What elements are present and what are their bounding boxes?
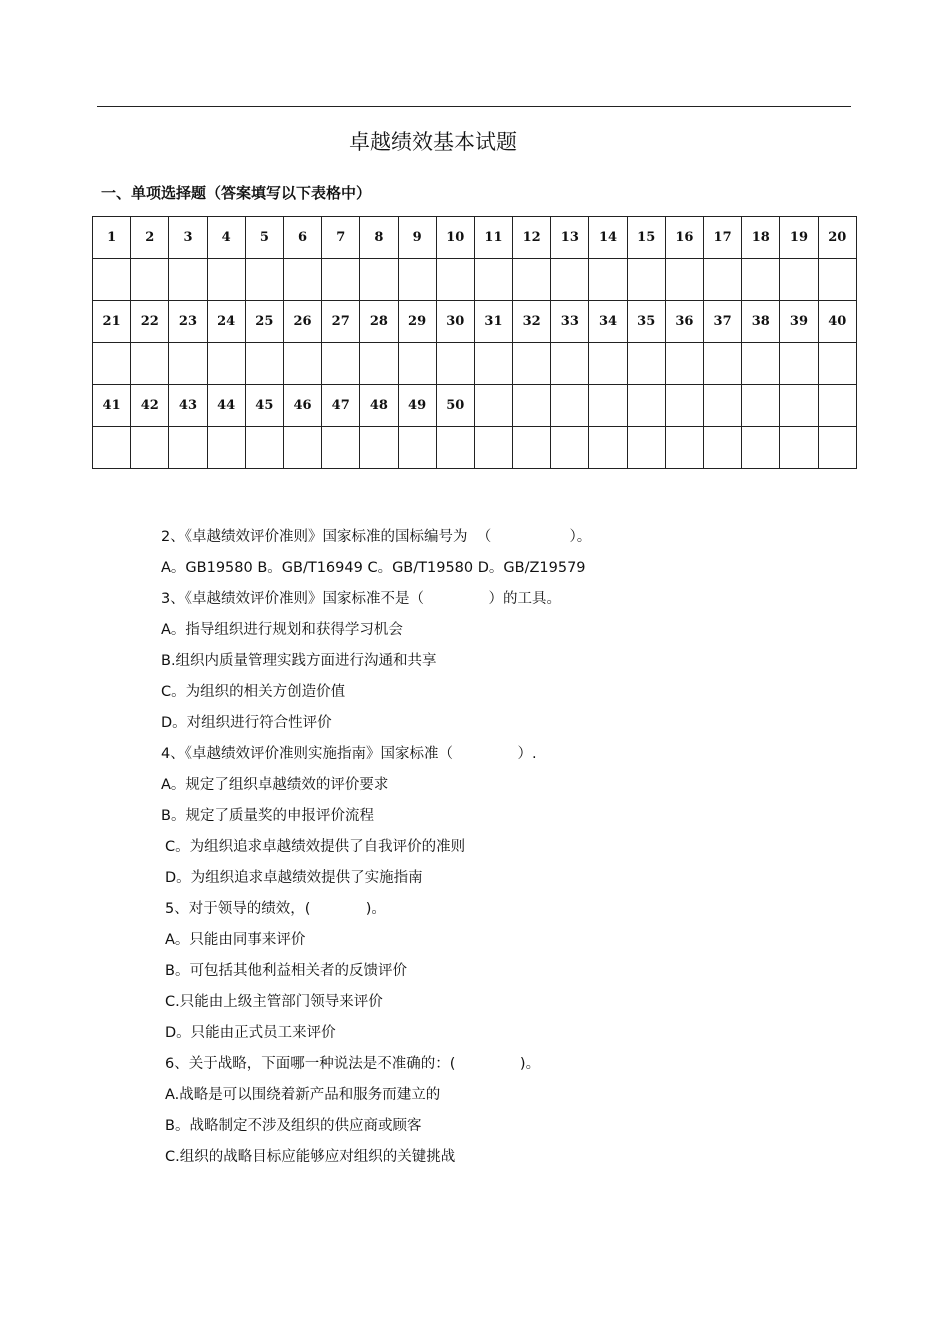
answer-cell[interactable]	[742, 427, 780, 469]
question-line: C.只能由上级主管部门领导来评价	[165, 994, 383, 1010]
question-number-cell: 29	[398, 301, 436, 343]
question-line: C。为组织的相关方创造价值	[161, 684, 346, 700]
question-number-cell	[665, 385, 703, 427]
question-number-cell: 21	[93, 301, 131, 343]
answer-cell[interactable]	[665, 427, 703, 469]
question-line: C。为组织追求卓越绩效提供了自我评价的准则	[165, 839, 466, 855]
answer-cell[interactable]	[474, 427, 512, 469]
answer-cell[interactable]	[474, 259, 512, 301]
question-number-cell: 31	[474, 301, 512, 343]
question-number-cell: 24	[207, 301, 245, 343]
question-number-cell: 2	[131, 217, 169, 259]
question-number-cell	[551, 385, 589, 427]
answer-cell[interactable]	[780, 343, 818, 385]
answer-cell[interactable]	[322, 343, 360, 385]
number-row	[93, 385, 857, 427]
answer-cell[interactable]	[207, 427, 245, 469]
answer-cell[interactable]	[169, 343, 207, 385]
question-line: 6、关于战略，下面哪一种说法是不准确的：( )。	[165, 1056, 541, 1072]
question-number-cell: 17	[704, 217, 742, 259]
answer-cell[interactable]	[283, 427, 321, 469]
answer-cell[interactable]	[551, 427, 589, 469]
question-number-cell	[513, 385, 551, 427]
answer-cell[interactable]	[360, 259, 398, 301]
question-line: D。只能由正式员工来评价	[165, 1025, 336, 1041]
answer-grid	[92, 216, 857, 469]
question-number-cell: 19	[780, 217, 818, 259]
question-number-cell: 48	[360, 385, 398, 427]
question-line: A。规定了组织卓越绩效的评价要求	[161, 777, 389, 793]
question-line: D。对组织进行符合性评价	[161, 715, 332, 731]
answer-cell[interactable]	[513, 259, 551, 301]
answer-cell[interactable]	[169, 427, 207, 469]
question-number-cell: 49	[398, 385, 436, 427]
answer-cell[interactable]	[322, 427, 360, 469]
question-line: 3、《卓越绩效评价准则》国家标准不是（ ）的工具。	[161, 591, 562, 607]
number-row	[93, 217, 857, 259]
question-line: A。GB19580 B。GB/T16949 C。GB/T19580 D。GB/Z19579	[161, 560, 586, 576]
question-number-cell	[818, 385, 856, 427]
question-number-cell	[474, 385, 512, 427]
answer-cell[interactable]	[742, 259, 780, 301]
answer-cell[interactable]	[665, 259, 703, 301]
question-number-cell: 43	[169, 385, 207, 427]
question-line: D。为组织追求卓越绩效提供了实施指南	[165, 870, 423, 886]
question-number-cell: 3	[169, 217, 207, 259]
question-number-cell: 41	[93, 385, 131, 427]
question-line: 5、对于领导的绩效，( )。	[165, 901, 386, 917]
answer-cell[interactable]	[589, 259, 627, 301]
question-line: C.组织的战略目标应能够应对组织的关键挑战	[165, 1149, 456, 1165]
answer-cell[interactable]	[398, 259, 436, 301]
answer-cell[interactable]	[93, 427, 131, 469]
answer-cell[interactable]	[780, 427, 818, 469]
answer-row	[93, 343, 857, 385]
question-number-cell: 40	[818, 301, 856, 343]
question-line: A.战略是可以围绕着新产品和服务而建立的	[165, 1087, 441, 1103]
question-number-cell	[627, 385, 665, 427]
answer-cell[interactable]	[513, 427, 551, 469]
question-line: B。可包括其他利益相关者的反馈评价	[165, 963, 407, 979]
question-number-cell: 28	[360, 301, 398, 343]
question-number-cell: 32	[513, 301, 551, 343]
question-number-cell: 9	[398, 217, 436, 259]
header-rule	[97, 106, 851, 107]
question-number-cell: 23	[169, 301, 207, 343]
answer-cell[interactable]	[780, 259, 818, 301]
answer-cell[interactable]	[398, 343, 436, 385]
answer-cell[interactable]	[704, 343, 742, 385]
question-number-cell: 30	[436, 301, 474, 343]
question-number-cell: 34	[589, 301, 627, 343]
answer-cell[interactable]	[436, 427, 474, 469]
question-number-cell: 12	[513, 217, 551, 259]
question-number-cell: 20	[818, 217, 856, 259]
question-number-cell: 47	[322, 385, 360, 427]
answer-cell[interactable]	[704, 427, 742, 469]
question-number-cell: 25	[245, 301, 283, 343]
answer-cell[interactable]	[398, 427, 436, 469]
answer-cell[interactable]	[436, 343, 474, 385]
question-number-cell: 11	[474, 217, 512, 259]
answer-cell[interactable]	[360, 343, 398, 385]
question-number-cell: 5	[245, 217, 283, 259]
question-number-cell: 10	[436, 217, 474, 259]
question-number-cell: 39	[780, 301, 818, 343]
question-number-cell: 14	[589, 217, 627, 259]
answer-cell[interactable]	[131, 259, 169, 301]
answer-cell[interactable]	[283, 259, 321, 301]
question-line: 4、《卓越绩效评价准则实施指南》国家标准（ ）.	[161, 746, 537, 762]
question-number-cell: 50	[436, 385, 474, 427]
answer-cell[interactable]	[551, 343, 589, 385]
answer-cell[interactable]	[551, 259, 589, 301]
page-title: 卓越绩效基本试题	[349, 130, 517, 154]
answer-cell[interactable]	[436, 259, 474, 301]
answer-cell[interactable]	[93, 343, 131, 385]
answer-cell[interactable]	[322, 259, 360, 301]
question-number-cell: 18	[742, 217, 780, 259]
number-row	[93, 301, 857, 343]
question-number-cell: 36	[665, 301, 703, 343]
answer-cell[interactable]	[665, 343, 703, 385]
answer-cell[interactable]	[818, 259, 856, 301]
question-list	[161, 526, 881, 1177]
answer-cell[interactable]	[245, 427, 283, 469]
question-line: 2、《卓越绩效评价准则》国家标准的国标编号为 （ ）。	[161, 529, 592, 545]
question-number-cell	[742, 385, 780, 427]
question-number-cell	[589, 385, 627, 427]
answer-cell[interactable]	[742, 343, 780, 385]
answer-cell[interactable]	[283, 343, 321, 385]
answer-cell[interactable]	[207, 259, 245, 301]
answer-cell[interactable]	[131, 343, 169, 385]
question-line: B。战略制定不涉及组织的供应商或顾客	[165, 1118, 422, 1134]
question-number-cell: 22	[131, 301, 169, 343]
answer-cell[interactable]	[93, 259, 131, 301]
answer-cell[interactable]	[589, 427, 627, 469]
answer-cell[interactable]	[704, 259, 742, 301]
answer-cell[interactable]	[245, 343, 283, 385]
answer-cell[interactable]	[627, 427, 665, 469]
question-number-cell: 37	[704, 301, 742, 343]
question-number-cell: 45	[245, 385, 283, 427]
question-number-cell	[780, 385, 818, 427]
question-line: B.组织内质量管理实践方面进行沟通和共享	[161, 653, 437, 669]
question-number-cell	[704, 385, 742, 427]
answer-cell[interactable]	[513, 343, 551, 385]
answer-cell[interactable]	[627, 259, 665, 301]
question-number-cell: 27	[322, 301, 360, 343]
answer-cell[interactable]	[169, 259, 207, 301]
section-heading: 一、单项选择题（答案填写以下表格中）	[101, 184, 372, 202]
answer-cell[interactable]	[474, 343, 512, 385]
question-number-cell: 38	[742, 301, 780, 343]
question-line: A。指导组织进行规划和获得学习机会	[161, 622, 403, 638]
question-number-cell: 44	[207, 385, 245, 427]
answer-cell[interactable]	[245, 259, 283, 301]
question-number-cell: 46	[283, 385, 321, 427]
answer-cell[interactable]	[627, 343, 665, 385]
question-number-cell: 42	[131, 385, 169, 427]
question-number-cell: 13	[551, 217, 589, 259]
question-number-cell: 35	[627, 301, 665, 343]
question-number-cell: 15	[627, 217, 665, 259]
question-number-cell: 7	[322, 217, 360, 259]
question-number-cell: 16	[665, 217, 703, 259]
question-number-cell: 6	[283, 217, 321, 259]
answer-cell[interactable]	[207, 343, 245, 385]
question-number-cell: 8	[360, 217, 398, 259]
question-number-cell: 33	[551, 301, 589, 343]
question-line: B。规定了质量奖的申报评价流程	[161, 808, 374, 824]
answer-cell[interactable]	[360, 427, 398, 469]
question-number-cell: 4	[207, 217, 245, 259]
answer-cell[interactable]	[131, 427, 169, 469]
question-line: A。只能由同事来评价	[165, 932, 306, 948]
question-number-cell: 26	[283, 301, 321, 343]
answer-row	[93, 427, 857, 469]
answer-cell[interactable]	[589, 343, 627, 385]
question-number-cell: 1	[93, 217, 131, 259]
answer-cell[interactable]	[818, 343, 856, 385]
answer-cell[interactable]	[818, 427, 856, 469]
answer-row	[93, 259, 857, 301]
